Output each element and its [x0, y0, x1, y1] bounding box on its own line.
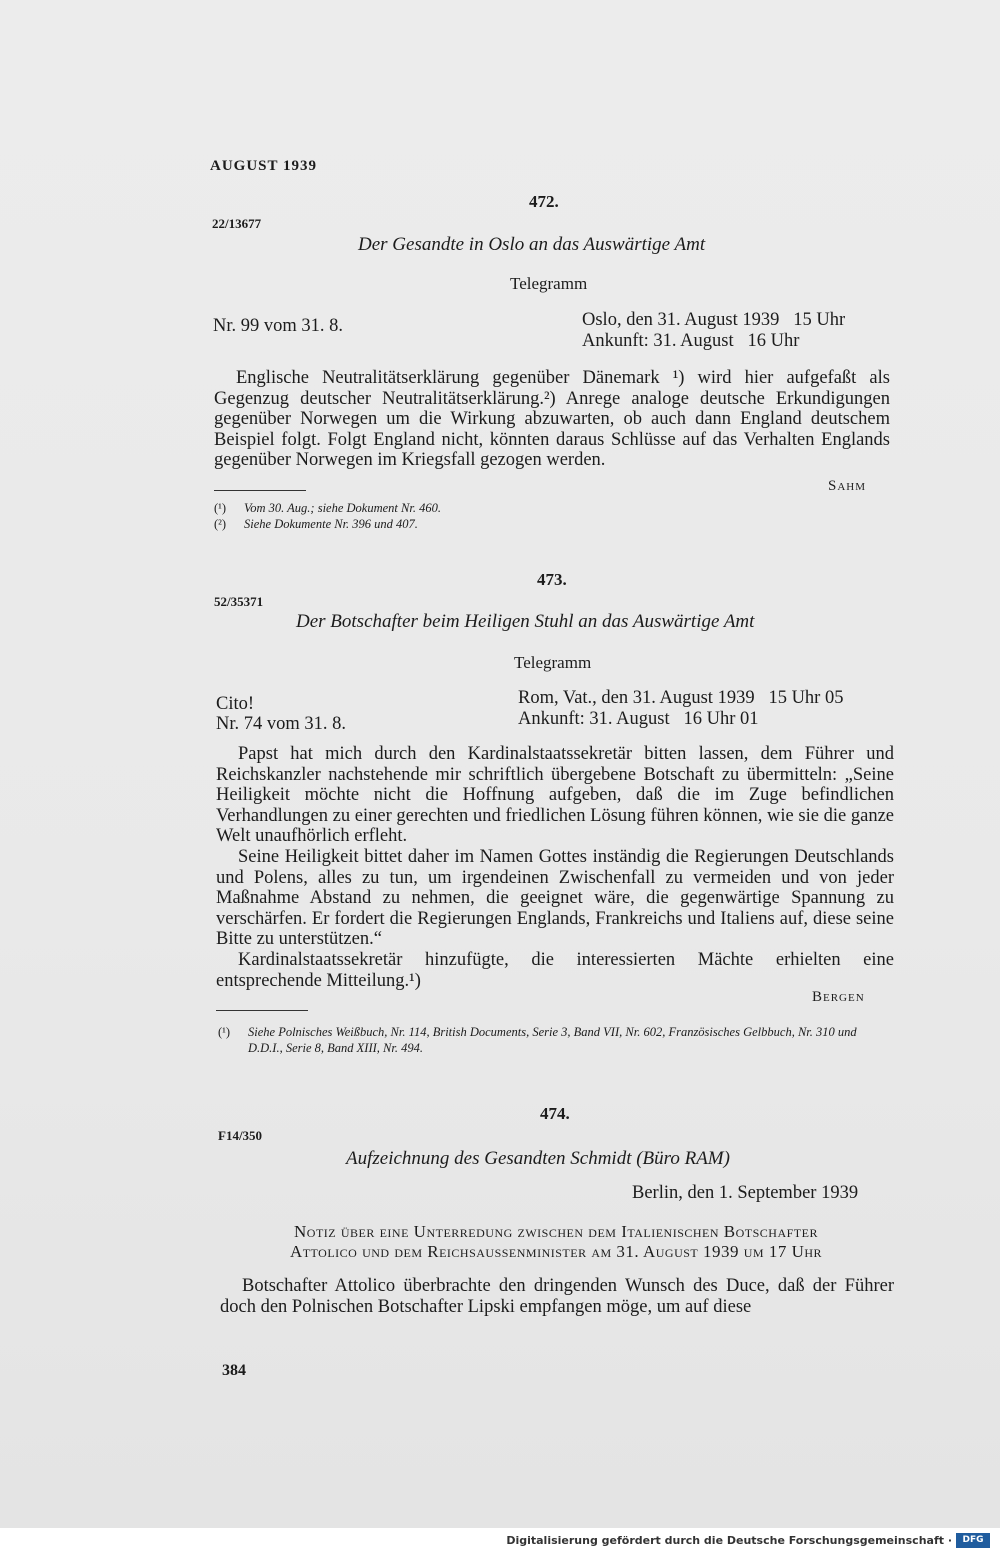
digitization-footer [0, 1528, 1000, 1554]
paragraph: Seine Heiligkeit bittet daher im Namen Gottes inständig die Regierungen Deutschlands und Polens, alles zu tun, um irgendeinen Zwischenfall zu vermeiden und von jeder Maßnahme Abstand zu nehmen, die geeignet wäre, die gegenwärtige Spannung zu verschärfen. Er fordert die Regierungen Englands, Frankreichs und Italiens auf, diese seine Bitte zu unterstützen.“ [216, 846, 894, 950]
document-number-473: 473. [537, 570, 567, 589]
footnote-separator [216, 1010, 308, 1011]
file-reference: 22/13677 [212, 216, 262, 231]
footnote: (²) Siehe Dokumente Nr. 396 und 407. [214, 517, 418, 531]
priority-marker: Cito! [216, 694, 255, 714]
signature: Sahm [828, 478, 867, 494]
document-title: Der Botschafter beim Heiligen Stuhl an das Auswärtige Amt [296, 611, 755, 632]
document-title: Der Gesandte in Oslo an das Auswärtige Amt [358, 234, 706, 255]
telegram-body: Englische Neutralitätserklärung gegenüber Dänemark ¹) wird hier aufgefaßt als Gegenzug deutscher Neutralitätserklärung.²) Anrege analoge deutsche Erkundigungen gegenüber Norwegen um die Wirkung abzuwarten, ob auch dann England deutschem Beispiel folgt. Folgt England nicht, könnten daraus Schlüsse auf das Verhalten Englands gegenüber Norwegen im Kriegsfall gezogen werden. [214, 368, 890, 471]
funding-notice: Digitalisierung gefördert durch die Deutsche Forschungsgemeinschaft · [506, 1534, 952, 1547]
arrival-time: Ankunft: 31. August 16 Uhr [582, 331, 800, 351]
record-body: Botschafter Attolico überbrachte den dringenden Wunsch des Duce, daß der Führer doch den Polnischen Botschafter Lipski empfangen möge, um auf diese [220, 1276, 894, 1317]
footnote: (¹) Siehe Polnisches Weißbuch, Nr. 114, British Documents, Serie 3, Band VII, Nr. 602, Französisches Gelbbuch, Nr. 310 und D.D.I., Serie 8, Band XIII, Nr. 494. [218, 1025, 857, 1055]
arrival-time: Ankunft: 31. August 16 Uhr 01 [518, 709, 759, 729]
footnote-separator [214, 490, 306, 491]
document-number-472: 472. [529, 192, 559, 211]
document-number-474: 474. [540, 1104, 570, 1123]
footnotes [214, 500, 874, 532]
signature: Bergen [812, 989, 865, 1005]
paragraph: Kardinalstaatssekretär hinzufügte, die interessierten Mächte erhielten eine entsprechende Mitteilung.¹) [216, 949, 894, 991]
document-title: Aufzeichnung des Gesandten Schmidt (Büro RAM) [346, 1148, 730, 1169]
document-type: Telegramm [514, 653, 592, 672]
page-number: 384 [222, 1362, 246, 1379]
running-head: AUGUST 1939 [210, 158, 317, 174]
document-type: Telegramm [510, 274, 588, 293]
telegram-number: Nr. 74 vom 31. 8. [216, 714, 347, 734]
footnotes [218, 1024, 894, 1056]
telegram-body [216, 744, 894, 991]
sender-place-date: Oslo, den 31. August 1939 15 Uhr [582, 310, 846, 330]
paragraph: Papst hat mich durch den Kardinalstaatssekretär bitten lassen, dem Führer und Reichskanzler nachstehende mir schriftlich übergebene Botschaft zu übermitteln: „Seine Heiligkeit möchte nicht die Hoffnung aufgeben, daß die im Zuge befindlichen Verhandlungen zu einer gerechten und friedlichen Lösung führen können, wie sie die ganze Welt unaufhörlich erfleht. [216, 744, 894, 847]
footnote: (¹) Vom 30. Aug.; siehe Dokument Nr. 460. [214, 501, 441, 515]
place-date: Berlin, den 1. September 1939 [632, 1183, 859, 1203]
file-reference: 52/35371 [214, 594, 264, 609]
dfg-logo: DFG [956, 1533, 990, 1548]
notice-heading: Notiz über eine Unterredung zwischen dem Italienischen Botschafter Attolico und dem Reichsaussenminister am 31. August 1939 um 17 Uhr [289, 1222, 823, 1261]
file-reference: F14/350 [218, 1128, 263, 1143]
sender-place-date: Rom, Vat., den 31. August 1939 15 Uhr 05 [518, 688, 844, 708]
telegram-number: Nr. 99 vom 31. 8. [213, 316, 344, 336]
